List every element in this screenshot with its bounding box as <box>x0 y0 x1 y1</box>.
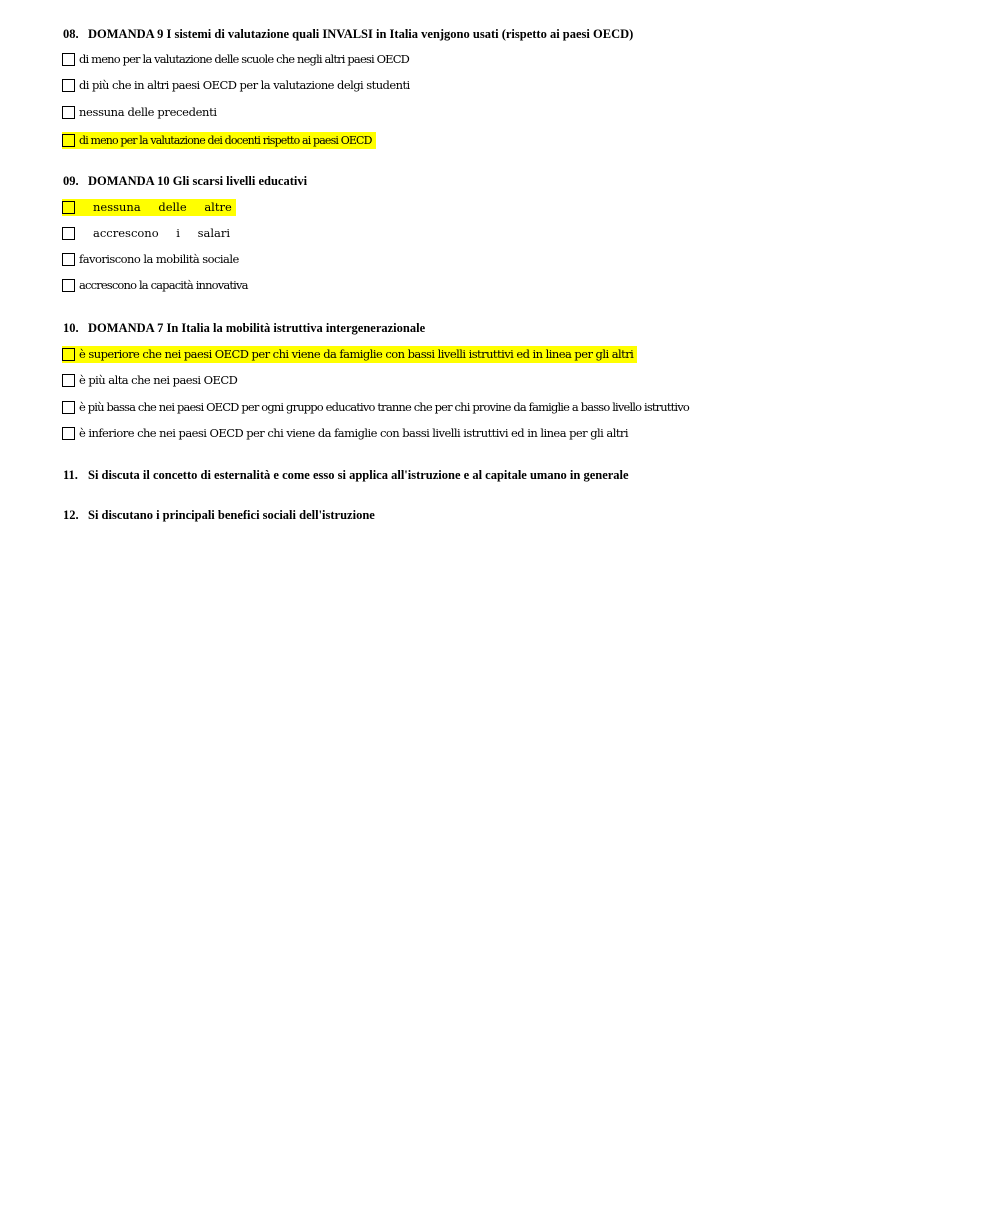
checkbox[interactable] <box>62 401 75 414</box>
checkbox[interactable] <box>62 79 75 92</box>
option-label: accrescono i salari <box>93 226 231 240</box>
checkbox[interactable] <box>62 227 75 240</box>
question-text: DOMANDA 10 Gli scarsi livelli educativi <box>88 174 308 188</box>
question-text: DOMANDA 7 In Italia la mobilità istruttiva intergenerazionale <box>88 321 426 335</box>
checkbox[interactable] <box>62 253 75 266</box>
question-10-option-4[interactable] <box>62 425 628 442</box>
option-label: di più che in altri paesi OECD per la valutazione delgi studenti <box>79 78 410 92</box>
option-label: nessuna delle precedenti <box>79 105 217 119</box>
question-text: Si discutano i principali benefici sociali dell'istruzione <box>88 508 375 522</box>
checkbox[interactable] <box>62 348 75 361</box>
question-08-option-4[interactable] <box>62 132 376 149</box>
option-label: è più bassa che nei paesi OECD per ogni gruppo educativo tranne che per chi provine da famiglie a basso livello istruttivo <box>79 400 689 414</box>
question-number: 10. <box>63 321 79 335</box>
question-11-title <box>63 467 629 483</box>
question-12-title <box>63 507 375 523</box>
question-08-title <box>63 26 633 42</box>
question-number: 12. <box>63 508 79 522</box>
checkbox[interactable] <box>62 106 75 119</box>
option-label: è superiore che nei paesi OECD per chi viene da famiglie con bassi livelli istruttivi ed in linea per gli altri <box>79 347 634 361</box>
checkbox[interactable] <box>62 427 75 440</box>
question-text: Si discuta il concetto di esternalità e come esso si applica all'istruzione e al capitale umano in generale <box>88 468 629 482</box>
question-text: DOMANDA 9 I sistemi di valutazione quali INVALSI in Italia venjgono usati (rispetto ai paesi OECD) <box>88 27 634 41</box>
question-09-option-4[interactable] <box>62 277 248 294</box>
question-10-option-1[interactable] <box>62 346 637 363</box>
checkbox[interactable] <box>62 53 75 66</box>
question-09-option-2[interactable] <box>62 225 230 242</box>
question-number: 08. <box>63 27 79 41</box>
question-10-option-2[interactable] <box>62 372 237 389</box>
question-09-option-3[interactable] <box>62 251 239 268</box>
question-number: 11. <box>63 468 78 482</box>
option-label: è inferiore che nei paesi OECD per chi viene da famiglie con bassi livelli istruttivi ed in linea per gli altri <box>79 426 628 440</box>
option-label: favoriscono la mobilità sociale <box>79 252 239 266</box>
option-label: nessuna delle altre <box>93 200 232 214</box>
question-08-option-2[interactable] <box>62 77 410 94</box>
option-label: è più alta che nei paesi OECD <box>79 373 238 387</box>
checkbox[interactable] <box>62 279 75 292</box>
question-10-title <box>63 320 425 336</box>
checkbox[interactable] <box>62 134 75 147</box>
option-label: di meno per la valutazione dei docenti rispetto ai paesi OECD <box>79 134 372 147</box>
question-08-option-1[interactable] <box>62 51 409 68</box>
checkbox[interactable] <box>62 374 75 387</box>
question-09-title <box>63 173 307 189</box>
question-10-option-3[interactable] <box>62 399 689 416</box>
option-label: di meno per la valutazione delle scuole che negli altri paesi OECD <box>79 52 410 66</box>
option-label: accrescono la capacità innovativa <box>79 278 248 292</box>
checkbox[interactable] <box>62 201 75 214</box>
question-number: 09. <box>63 174 79 188</box>
question-08-option-3[interactable] <box>62 104 217 121</box>
question-09-option-1[interactable] <box>62 199 236 216</box>
